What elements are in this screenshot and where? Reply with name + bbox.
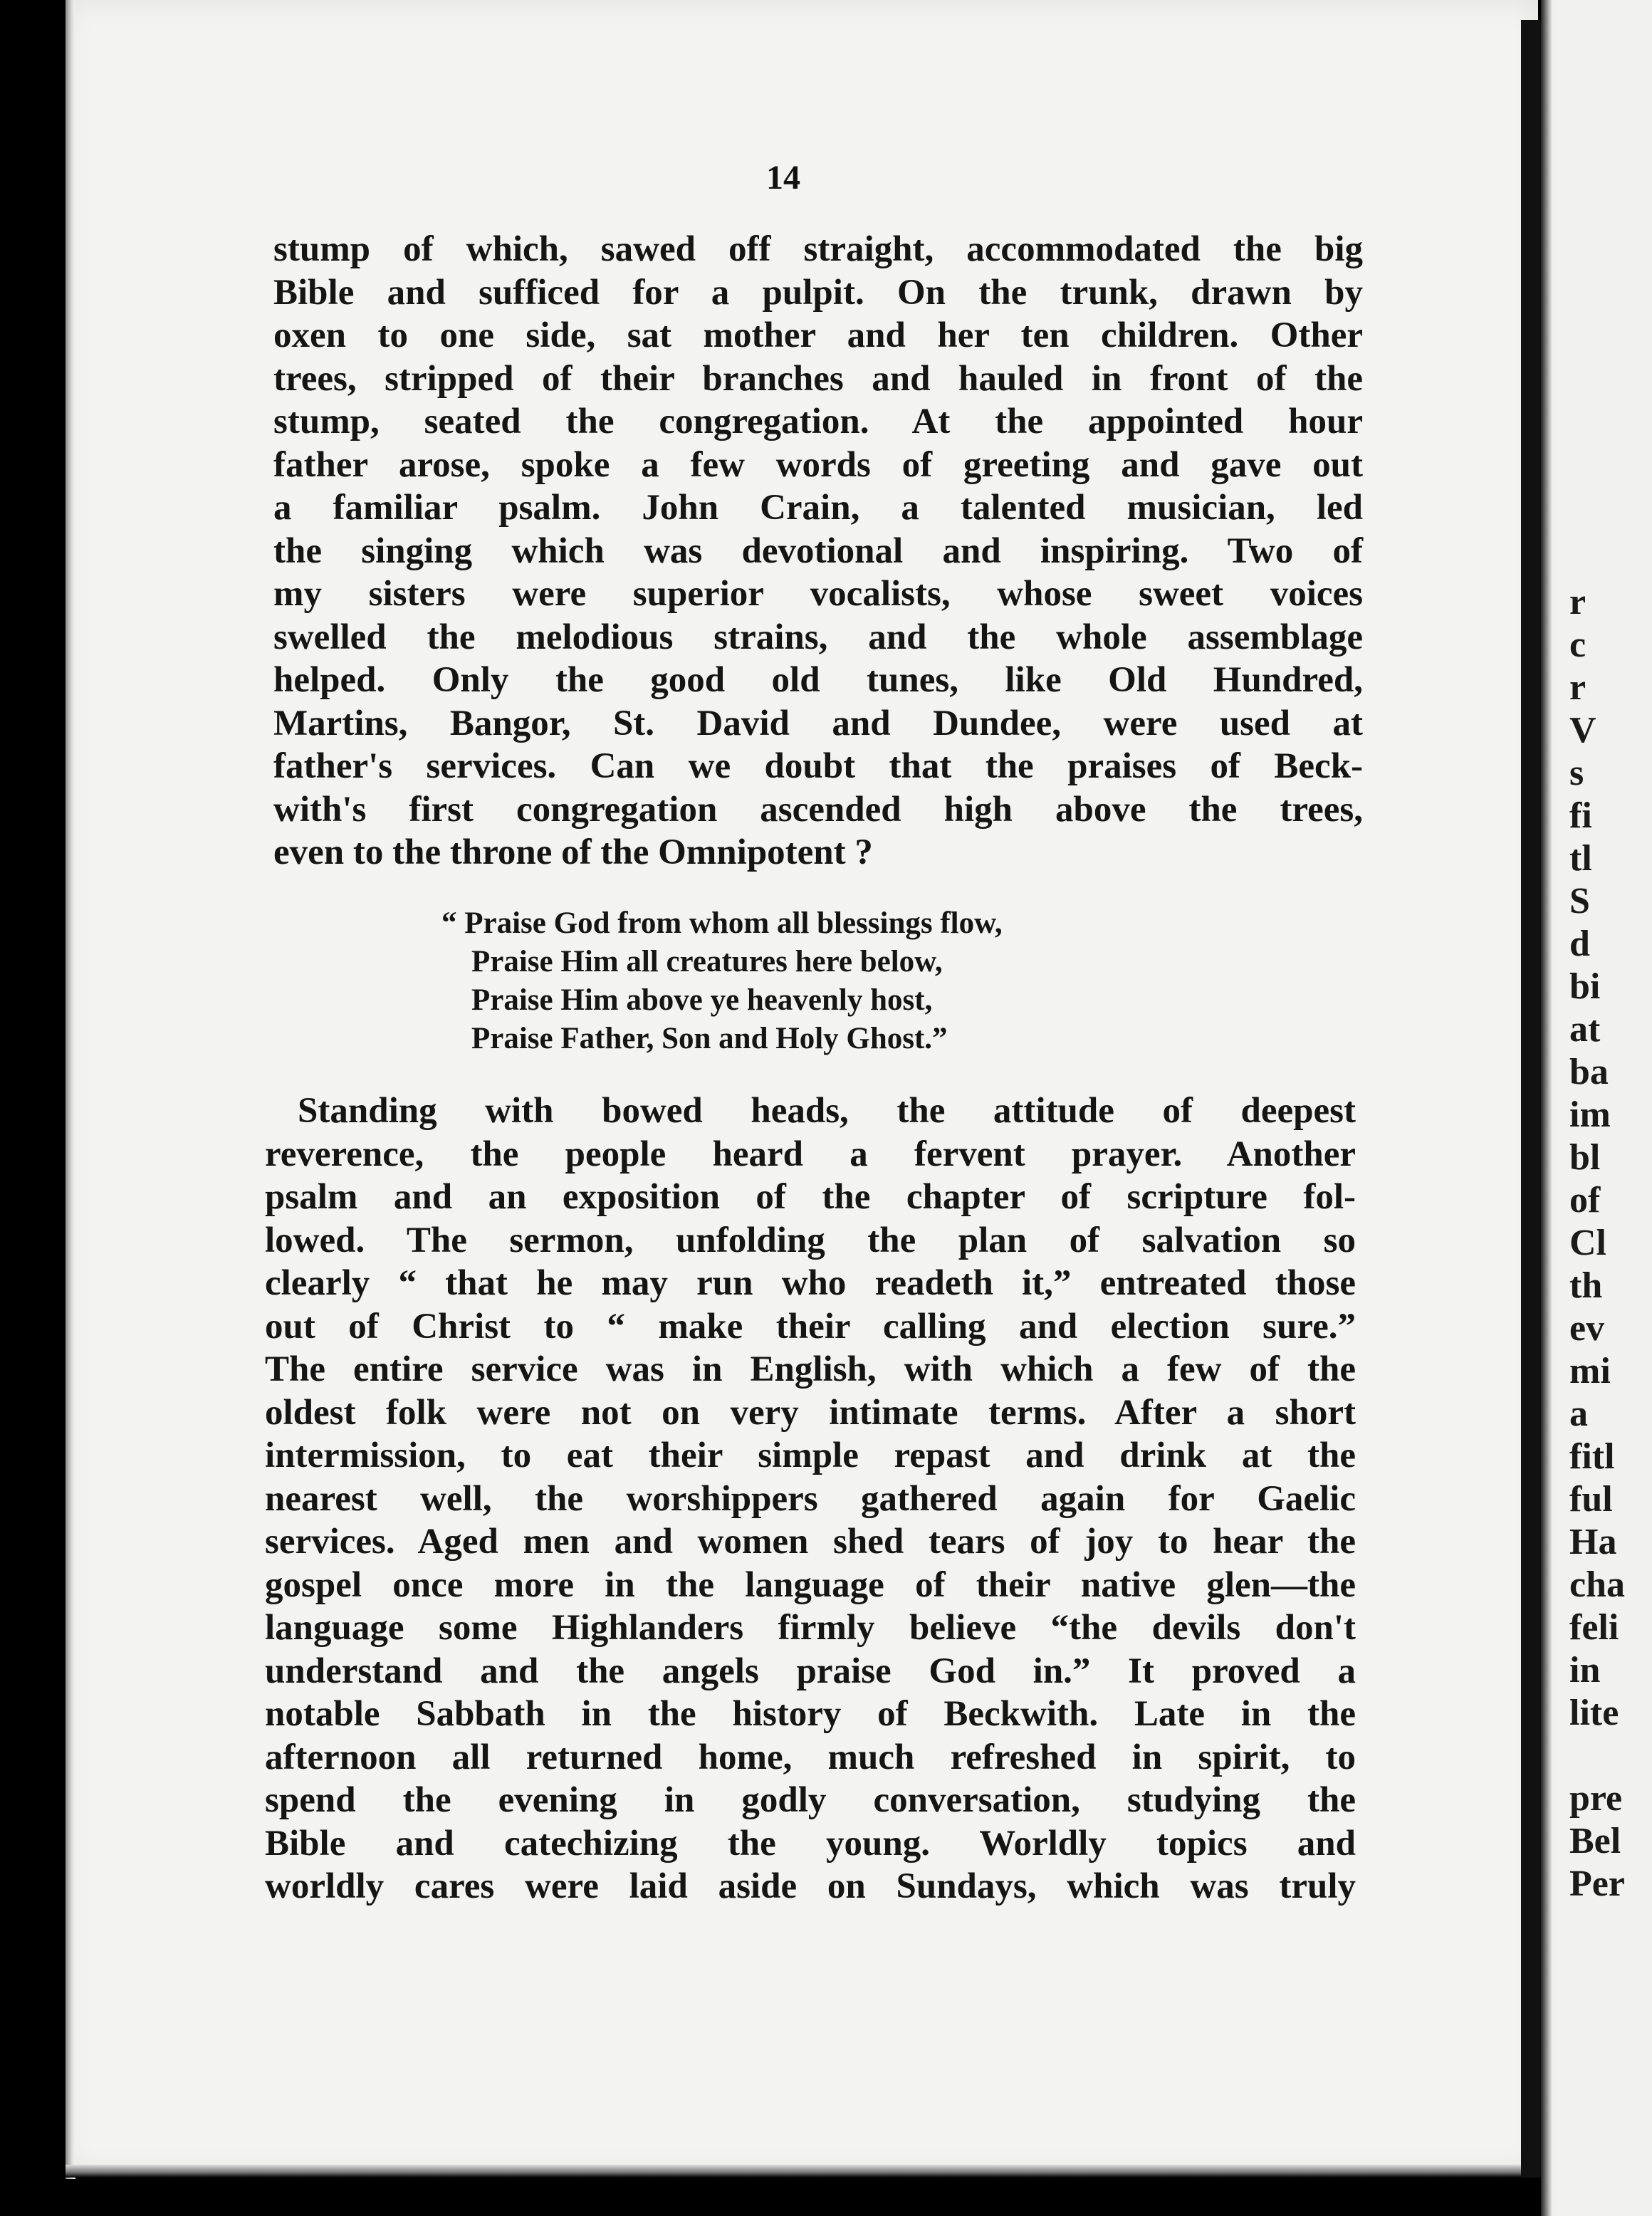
paragraph-2 bbox=[265, 1089, 1356, 1908]
adjacent-page-fragment: d bbox=[1569, 924, 1590, 964]
text-line: spend the evening in godly conversation, studying the bbox=[265, 1780, 1356, 1820]
adjacent-page-fragment: Ha bbox=[1569, 1522, 1617, 1562]
text-line: trees, stripped of their branches and hauled in front of the bbox=[273, 358, 1363, 399]
page-left-edge bbox=[66, 0, 75, 2179]
adjacent-page-fragment: r bbox=[1569, 667, 1586, 708]
adjacent-page-fragment: of bbox=[1569, 1180, 1601, 1221]
text-line: The entire service was in English, with which a few of the bbox=[265, 1349, 1356, 1389]
adjacent-page-fragment: im bbox=[1569, 1094, 1611, 1135]
text-line: worldly cares were laid aside on Sundays, which was truly bbox=[265, 1866, 1356, 1906]
text-line: my sisters were superior vocalists, whose sweet voices bbox=[273, 574, 1363, 614]
text-line: a familiar psalm. John Crain, a talented musician, led bbox=[273, 488, 1363, 528]
verse-line: Praise Him all creatures here below, bbox=[471, 945, 943, 978]
text-line: father's services. Can we doubt that the praises of Beck- bbox=[273, 746, 1363, 786]
text-line: psalm and an exposition of the chapter of scripture fol- bbox=[265, 1177, 1356, 1217]
adjacent-page-fragment: cha bbox=[1569, 1564, 1625, 1605]
text-line: nearest well, the worshippers gathered again for Gaelic bbox=[265, 1478, 1356, 1519]
adjacent-page-fragment: fi bbox=[1569, 795, 1592, 836]
adjacent-page-fragment: a bbox=[1569, 1394, 1588, 1434]
adjacent-page-fragment: ful bbox=[1569, 1479, 1613, 1520]
adjacent-page-fragment: tl bbox=[1569, 838, 1592, 879]
adjacent-page-shadow bbox=[1541, 0, 1552, 2216]
text-line: even to the throne of the Omnipotent ? bbox=[273, 832, 873, 872]
adjacent-page-fragment: fitl bbox=[1569, 1436, 1615, 1477]
text-line: stump, seated the congregation. At the appointed hour bbox=[273, 402, 1363, 441]
text-line: intermission, to eat their simple repast and drink at the bbox=[265, 1436, 1356, 1475]
text-line: gospel once more in the language of their native glen—the bbox=[265, 1564, 1356, 1605]
text-line: clearly “ that he may run who readeth it,” entreated those bbox=[265, 1263, 1356, 1303]
text-line: lowed. The sermon, unfolding the plan of salvation so bbox=[265, 1220, 1356, 1260]
page-number-text: 14 bbox=[766, 159, 800, 197]
adjacent-page-fragment: S bbox=[1569, 881, 1590, 921]
adjacent-page-fragment: r bbox=[1569, 582, 1586, 622]
text-line: oxen to one side, sat mother and her ten children. Other bbox=[273, 315, 1363, 355]
adjacent-page-fragment: pre bbox=[1569, 1778, 1623, 1819]
adjacent-page-fragment: Bel bbox=[1569, 1821, 1621, 1861]
text-line: swelled the melodious strains, and the whole assemblage bbox=[273, 617, 1363, 657]
verse-line: Praise Father, Son and Holy Ghost.” bbox=[471, 1022, 948, 1055]
text-line: Bible and catechizing the young. Worldly topics and bbox=[265, 1823, 1356, 1864]
adjacent-page-fragment: feli bbox=[1569, 1607, 1619, 1648]
adjacent-page-fragment: in bbox=[1569, 1650, 1601, 1690]
page-number bbox=[0, 158, 1652, 197]
text-line: afternoon all returned home, much refreshed in spirit, to bbox=[265, 1737, 1356, 1777]
text-line: stump of which, sawed off straight, accommodated the big bbox=[273, 229, 1363, 269]
verse-line: Praise Him above ye heavenly host, bbox=[471, 983, 933, 1017]
adjacent-page-fragment: ba bbox=[1569, 1052, 1609, 1092]
text-line: understand and the angels praise God in.” It proved a bbox=[265, 1651, 1356, 1691]
text-line: Martins, Bangor, St. David and Dundee, were used at bbox=[273, 703, 1363, 743]
adjacent-page-fragment: at bbox=[1569, 1009, 1601, 1050]
adjacent-page-fragment: Cl bbox=[1569, 1223, 1606, 1263]
adjacent-page-fragment: bi bbox=[1569, 966, 1601, 1007]
text-line: the singing which was devotional and inspiring. Two of bbox=[273, 531, 1363, 571]
verse-line: “ Praise God from whom all blessings flow, bbox=[441, 906, 1003, 940]
adjacent-page bbox=[1541, 0, 1652, 2216]
text-line: father arose, spoke a few words of greeting and gave out bbox=[273, 444, 1363, 485]
text-line: reverence, the people heard a fervent prayer. Another bbox=[265, 1134, 1356, 1174]
text-line: language some Highlanders firmly believe “the devils don't bbox=[265, 1608, 1356, 1648]
adjacent-page-fragment: V bbox=[1569, 710, 1596, 751]
text-line: oldest folk were not on very intimate terms. After a short bbox=[265, 1392, 1356, 1433]
book-gutter bbox=[1521, 20, 1541, 2178]
page-bottom-edge bbox=[66, 2165, 1547, 2178]
adjacent-page-fragment: Per bbox=[1569, 1864, 1625, 1904]
adjacent-page-fragment: ev bbox=[1569, 1308, 1605, 1349]
paragraph-1 bbox=[273, 228, 1363, 874]
text-line: services. Aged men and women shed tears of joy to hear the bbox=[265, 1522, 1356, 1562]
adjacent-page-fragment: c bbox=[1569, 624, 1586, 665]
adjacent-page-fragment: s bbox=[1569, 753, 1584, 793]
hymn-verse bbox=[441, 904, 1003, 1058]
text-line: Standing with bowed heads, the attitude of deepest bbox=[298, 1091, 1356, 1131]
text-line: helped. Only the good old tunes, like Old Hundred, bbox=[273, 660, 1363, 700]
adjacent-page-fragment: th bbox=[1569, 1265, 1603, 1306]
text-line: with's first congregation ascended high above the trees, bbox=[273, 789, 1363, 830]
adjacent-page-fragment: lite bbox=[1569, 1693, 1619, 1733]
adjacent-page-fragment: mi bbox=[1569, 1351, 1611, 1391]
text-line: out of Christ to “ make their calling and election sure.” bbox=[265, 1306, 1356, 1347]
adjacent-page-fragment: bl bbox=[1569, 1137, 1601, 1178]
text-line: Bible and sufficed for a pulpit. On the trunk, drawn by bbox=[273, 272, 1363, 313]
text-line: notable Sabbath in the history of Beckwith. Late in the bbox=[265, 1694, 1356, 1734]
